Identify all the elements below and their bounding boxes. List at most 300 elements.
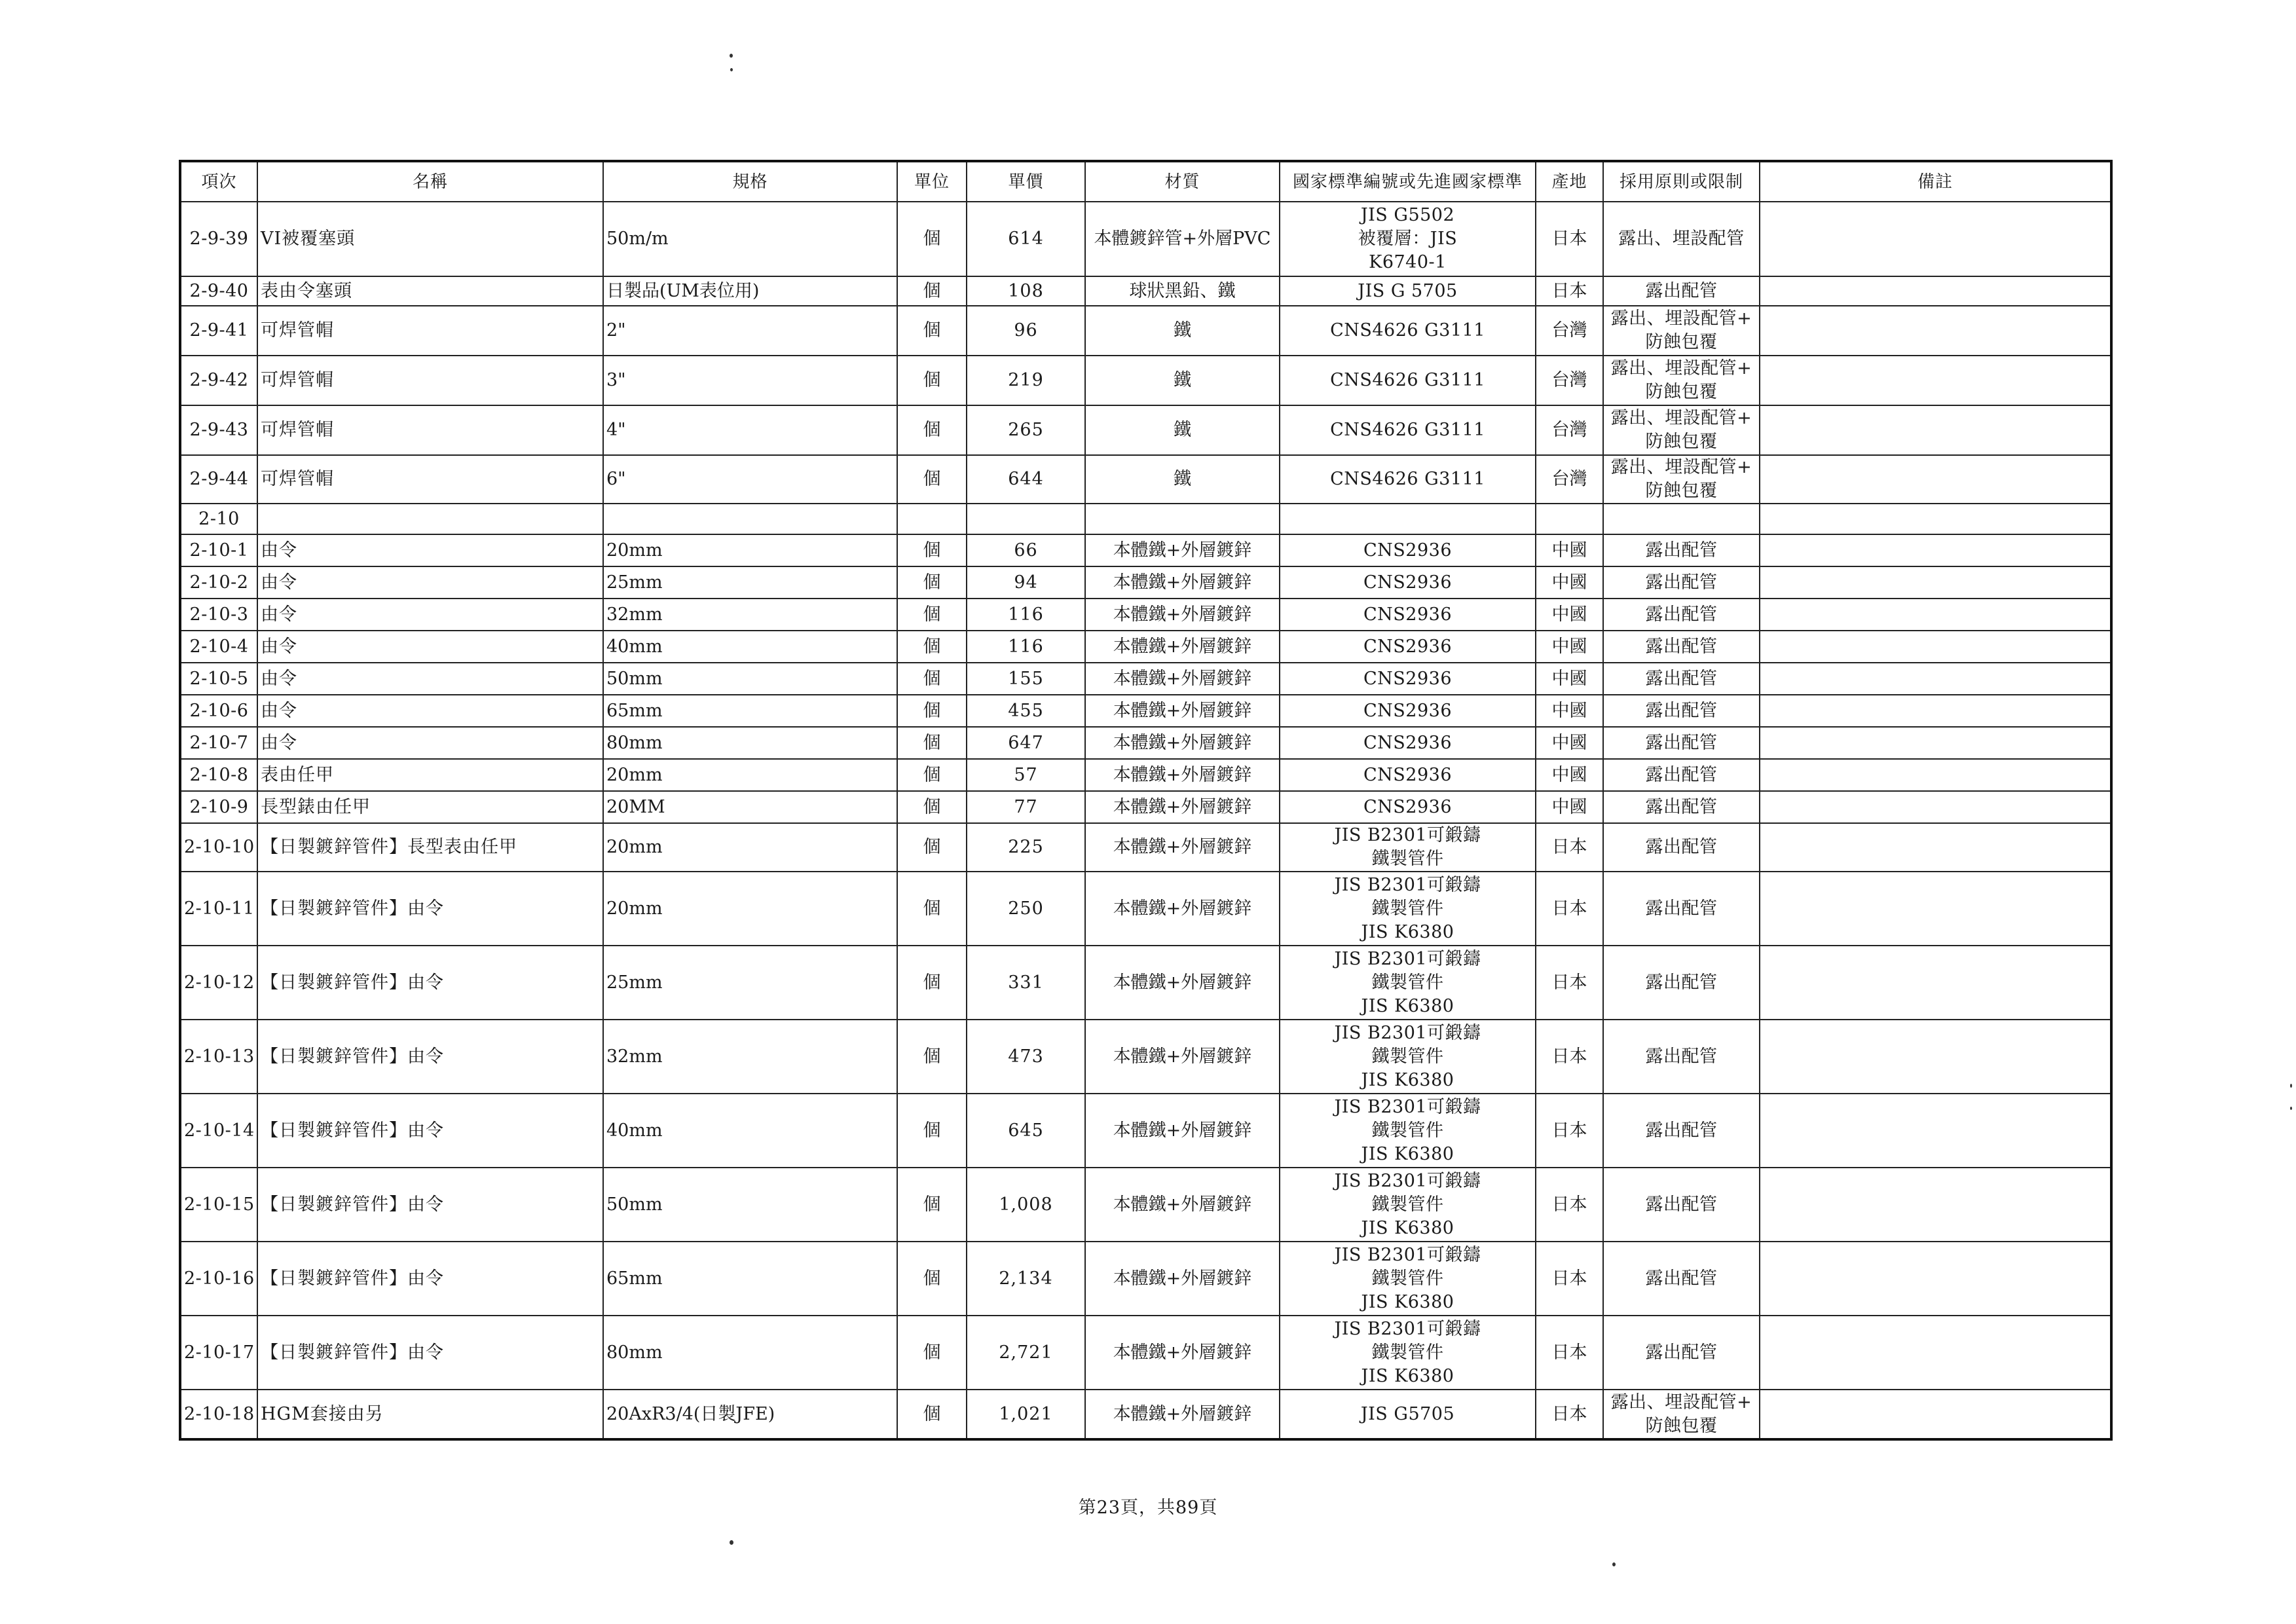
standard-line: JIS G5705: [1360, 1403, 1455, 1424]
cell-origin: 日本: [1536, 1020, 1603, 1094]
cell-no: 2-9-44: [180, 455, 257, 504]
cell-remark: [1760, 504, 2111, 534]
principle-line: 露出、埋設配管+: [1610, 1392, 1752, 1412]
cell-price: 155: [967, 663, 1085, 695]
cell-remark: [1760, 759, 2111, 791]
cell-price: 455: [967, 695, 1085, 727]
cell-name: 由令: [257, 727, 603, 759]
cell-standard: [1280, 405, 1536, 455]
cell-price: [967, 504, 1085, 534]
table-row: [180, 823, 2111, 872]
standard-line: JIS K6380: [1361, 1291, 1454, 1312]
cell-principle: [1603, 823, 1760, 872]
cell-no: 2-10-11: [180, 872, 257, 946]
cell-price: 66: [967, 534, 1085, 566]
principle-line: 露出配管: [1645, 972, 1718, 993]
cell-name: 由令: [257, 663, 603, 695]
standard-line: JIS K6380: [1361, 1143, 1454, 1164]
cell-no: 2-9-39: [180, 202, 257, 276]
cell-price: 219: [967, 356, 1085, 405]
cell-principle: [1603, 504, 1760, 534]
principle-line: 露出配管: [1645, 898, 1718, 919]
cell-principle: [1603, 306, 1760, 356]
cell-no: 2-10-15: [180, 1168, 257, 1242]
cell-standard: [1280, 306, 1536, 356]
cell-principle: [1603, 872, 1760, 946]
table-row: [180, 1020, 2111, 1094]
standard-line: 鐵製管件: [1371, 1120, 1444, 1141]
principle-line: 露出、埋設配管+: [1610, 308, 1752, 329]
cell-unit: 個: [897, 663, 967, 695]
cell-spec: 50m/m: [603, 202, 897, 276]
header-material: 材質: [1085, 161, 1280, 202]
cell-remark: [1760, 356, 2111, 405]
cell-no: 2-10-3: [180, 599, 257, 631]
cell-unit: 個: [897, 695, 967, 727]
cell-spec: 25mm: [603, 946, 897, 1020]
cell-remark: [1760, 599, 2111, 631]
cell-name: 由令: [257, 599, 603, 631]
cell-remark: [1760, 791, 2111, 823]
cell-name: 【日製鍍鋅管件】長型表由任甲: [257, 823, 603, 872]
price-table: [179, 160, 2113, 1441]
cell-origin: 台灣: [1536, 356, 1603, 405]
cell-name: 可焊管帽: [257, 306, 603, 356]
cell-remark: [1760, 727, 2111, 759]
cell-spec: 40mm: [603, 631, 897, 663]
cell-principle: [1603, 276, 1760, 306]
cell-origin: 日本: [1536, 1168, 1603, 1242]
cell-standard: [1280, 599, 1536, 631]
cell-price: 116: [967, 599, 1085, 631]
cell-origin: 日本: [1536, 1390, 1603, 1439]
cell-no: 2-9-41: [180, 306, 257, 356]
table-row: [180, 1390, 2111, 1439]
cell-material: 本體鐵+外層鍍鋅: [1085, 663, 1280, 695]
standard-line: JIS K6380: [1361, 1217, 1454, 1238]
cell-remark: [1760, 1316, 2111, 1390]
principle-line: 露出配管: [1645, 796, 1718, 817]
cell-spec: 20mm: [603, 823, 897, 872]
cell-standard: [1280, 504, 1536, 534]
cell-name: 長型錶由任甲: [257, 791, 603, 823]
cell-material: 本體鐵+外層鍍鋅: [1085, 791, 1280, 823]
cell-origin: [1536, 504, 1603, 534]
cell-spec: 32mm: [603, 1020, 897, 1094]
cell-remark: [1760, 534, 2111, 566]
cell-no: 2-10-4: [180, 631, 257, 663]
cell-no: 2-9-43: [180, 405, 257, 455]
table-row: [180, 1316, 2111, 1390]
principle-line: 露出配管: [1645, 1268, 1718, 1289]
cell-spec: 6": [603, 455, 897, 504]
cell-unit: 個: [897, 1020, 967, 1094]
cell-spec: 20mm: [603, 872, 897, 946]
cell-origin: 日本: [1536, 823, 1603, 872]
standard-line: JIS K6380: [1361, 995, 1454, 1016]
page-number: 第23頁，共89頁: [1078, 1498, 1218, 1518]
cell-origin: 中國: [1536, 695, 1603, 727]
header-spec: 規格: [603, 161, 897, 202]
cell-origin: 日本: [1536, 202, 1603, 276]
cell-no: 2-10-1: [180, 534, 257, 566]
cell-origin: 日本: [1536, 872, 1603, 946]
standard-line: CNS2936: [1363, 604, 1452, 625]
principle-line: 露出配管: [1645, 540, 1718, 561]
cell-standard: [1280, 455, 1536, 504]
cell-principle: [1603, 599, 1760, 631]
cell-name: 【日製鍍鋅管件】由令: [257, 1316, 603, 1390]
cell-no: 2-10-10: [180, 823, 257, 872]
cell-unit: 個: [897, 1390, 967, 1439]
cell-price: 108: [967, 276, 1085, 306]
table-row: [180, 405, 2111, 455]
cell-standard: [1280, 356, 1536, 405]
table-row: [180, 1094, 2111, 1168]
cell-name: 由令: [257, 566, 603, 599]
cell-origin: 日本: [1536, 1242, 1603, 1316]
cell-remark: [1760, 1020, 2111, 1094]
cell-origin: 中國: [1536, 631, 1603, 663]
principle-line: 露出、埋設配管+: [1610, 358, 1752, 378]
table-row: [180, 534, 2111, 566]
cell-material: 本體鐵+外層鍍鋅: [1085, 599, 1280, 631]
cell-spec: 20MM: [603, 791, 897, 823]
standard-line: JIS K6380: [1361, 1069, 1454, 1090]
cell-remark: [1760, 631, 2111, 663]
cell-principle: [1603, 727, 1760, 759]
cell-no: 2-10-12: [180, 946, 257, 1020]
standard-line: 鐵製管件: [1371, 898, 1444, 919]
cell-no: 2-10-2: [180, 566, 257, 599]
scan-speck: [730, 1540, 733, 1545]
cell-origin: 日本: [1536, 1316, 1603, 1390]
principle-line: 露出、埋設配管: [1618, 229, 1745, 249]
table-row: [180, 356, 2111, 405]
principle-line: 露出配管: [1645, 1194, 1718, 1215]
cell-price: 614: [967, 202, 1085, 276]
cell-name: 【日製鍍鋅管件】由令: [257, 872, 603, 946]
cell-principle: [1603, 759, 1760, 791]
cell-material: 鐵: [1085, 405, 1280, 455]
cell-principle: [1603, 1242, 1760, 1316]
standard-line: CNS2936: [1363, 796, 1452, 817]
cell-principle: [1603, 946, 1760, 1020]
cell-origin: 中國: [1536, 663, 1603, 695]
cell-name: VI被覆塞頭: [257, 202, 603, 276]
header-standard: 國家標準編號或先進國家標準: [1280, 161, 1536, 202]
cell-principle: [1603, 1094, 1760, 1168]
scan-speck: [1612, 1562, 1616, 1566]
header-principle: 採用原則或限制: [1603, 161, 1760, 202]
cell-unit: 個: [897, 1168, 967, 1242]
cell-material: 本體鐵+外層鍍鋅: [1085, 1390, 1280, 1439]
principle-line: 露出配管: [1645, 732, 1718, 753]
cell-unit: 個: [897, 759, 967, 791]
standard-line: CNS4626 G3111: [1330, 370, 1485, 390]
cell-origin: 中國: [1536, 599, 1603, 631]
cell-remark: [1760, 946, 2111, 1020]
principle-line: 露出、埋設配管+: [1610, 457, 1752, 477]
scan-speck: [2290, 1084, 2292, 1088]
cell-price: 94: [967, 566, 1085, 599]
cell-name: 【日製鍍鋅管件】由令: [257, 946, 603, 1020]
standard-line: JIS B2301可鍛鑄: [1334, 948, 1481, 969]
cell-price: 2,721: [967, 1316, 1085, 1390]
cell-unit: 個: [897, 727, 967, 759]
standard-line: 鐵製管件: [1371, 1194, 1444, 1215]
cell-no: 2-10-14: [180, 1094, 257, 1168]
cell-principle: [1603, 663, 1760, 695]
standard-line: CNS4626 G3111: [1330, 320, 1485, 341]
cell-price: 225: [967, 823, 1085, 872]
cell-spec: 20AxR3/4(日製JFE): [603, 1390, 897, 1439]
cell-no: 2-10-16: [180, 1242, 257, 1316]
cell-no: 2-10-13: [180, 1020, 257, 1094]
scan-speck: [730, 68, 733, 71]
cell-remark: [1760, 695, 2111, 727]
cell-name: 表由任甲: [257, 759, 603, 791]
cell-material: 本體鐵+外層鍍鋅: [1085, 759, 1280, 791]
cell-remark: [1760, 566, 2111, 599]
cell-standard: [1280, 791, 1536, 823]
principle-line: 露出配管: [1645, 700, 1718, 721]
principle-line: 露出配管: [1645, 1342, 1718, 1363]
cell-unit: 個: [897, 455, 967, 504]
cell-remark: [1760, 276, 2111, 306]
cell-unit: 個: [897, 566, 967, 599]
cell-unit: 個: [897, 1316, 967, 1390]
principle-line: 防蝕包覆: [1645, 481, 1718, 501]
cell-standard: [1280, 276, 1536, 306]
header-remark: 備註: [1760, 161, 2111, 202]
table-row: [180, 946, 2111, 1020]
cell-material: 本體鐵+外層鍍鋅: [1085, 566, 1280, 599]
cell-spec: 40mm: [603, 1094, 897, 1168]
cell-name: 可焊管帽: [257, 455, 603, 504]
cell-spec: 2": [603, 306, 897, 356]
cell-price: 644: [967, 455, 1085, 504]
standard-line: CNS2936: [1363, 700, 1452, 721]
cell-remark: [1760, 306, 2111, 356]
cell-no: 2-9-42: [180, 356, 257, 405]
cell-standard: [1280, 631, 1536, 663]
cell-name: 【日製鍍鋅管件】由令: [257, 1242, 603, 1316]
cell-unit: 個: [897, 872, 967, 946]
cell-origin: 台灣: [1536, 306, 1603, 356]
principle-line: 露出配管: [1645, 604, 1718, 625]
cell-no: 2-10-6: [180, 695, 257, 727]
cell-spec: 80mm: [603, 727, 897, 759]
table-row: [180, 504, 2111, 534]
cell-spec: 65mm: [603, 695, 897, 727]
standard-line: JIS B2301可鍛鑄: [1334, 1096, 1481, 1117]
principle-line: 露出配管: [1645, 572, 1718, 593]
cell-standard: [1280, 534, 1536, 566]
cell-price: 645: [967, 1094, 1085, 1168]
cell-no: 2-10-17: [180, 1316, 257, 1390]
cell-standard: [1280, 1242, 1536, 1316]
standard-line: CNS2936: [1363, 764, 1452, 785]
cell-origin: 中國: [1536, 759, 1603, 791]
cell-unit: 個: [897, 599, 967, 631]
cell-principle: [1603, 1390, 1760, 1439]
cell-origin: 中國: [1536, 566, 1603, 599]
cell-no: 2-10-18: [180, 1390, 257, 1439]
table-body: [180, 202, 2111, 1439]
cell-price: 1,021: [967, 1390, 1085, 1439]
cell-material: 鐵: [1085, 356, 1280, 405]
cell-name: 由令: [257, 631, 603, 663]
cell-standard: [1280, 1168, 1536, 1242]
cell-remark: [1760, 1168, 2111, 1242]
standard-line: JIS B2301可鍛鑄: [1334, 1022, 1481, 1043]
standard-line: JIS G5502: [1360, 205, 1455, 225]
cell-unit: 個: [897, 405, 967, 455]
cell-standard: [1280, 1316, 1536, 1390]
cell-principle: [1603, 1316, 1760, 1390]
cell-principle: [1603, 405, 1760, 455]
cell-material: 本體鐵+外層鍍鋅: [1085, 1020, 1280, 1094]
cell-standard: [1280, 759, 1536, 791]
cell-standard: [1280, 727, 1536, 759]
cell-price: 250: [967, 872, 1085, 946]
cell-principle: [1603, 455, 1760, 504]
cell-standard: [1280, 663, 1536, 695]
cell-price: 1,008: [967, 1168, 1085, 1242]
cell-remark: [1760, 872, 2111, 946]
cell-price: 265: [967, 405, 1085, 455]
standard-line: JIS B2301可鍛鑄: [1334, 1318, 1481, 1339]
cell-name: 可焊管帽: [257, 405, 603, 455]
cell-principle: [1603, 791, 1760, 823]
cell-material: 本體鐵+外層鍍鋅: [1085, 1316, 1280, 1390]
cell-material: 本體鍍鋅管+外層PVC: [1085, 202, 1280, 276]
scan-speck: [730, 54, 733, 58]
header-item-no: 項次: [180, 161, 257, 202]
cell-material: 球狀黑鉛、鐵: [1085, 276, 1280, 306]
cell-name: 表由令塞頭: [257, 276, 603, 306]
cell-material: 本體鐵+外層鍍鋅: [1085, 946, 1280, 1020]
cell-unit: 個: [897, 356, 967, 405]
standard-line: JIS B2301可鍛鑄: [1334, 825, 1481, 845]
principle-line: 防蝕包覆: [1645, 1415, 1718, 1436]
cell-standard: [1280, 202, 1536, 276]
table-row: [180, 791, 2111, 823]
cell-price: 96: [967, 306, 1085, 356]
cell-material: 鐵: [1085, 306, 1280, 356]
cell-no: 2-10-9: [180, 791, 257, 823]
principle-line: 防蝕包覆: [1645, 432, 1718, 452]
table-row: [180, 599, 2111, 631]
cell-unit: 個: [897, 631, 967, 663]
cell-no: 2-9-40: [180, 276, 257, 306]
cell-unit: 個: [897, 1242, 967, 1316]
cell-name: [257, 504, 603, 534]
cell-unit: 個: [897, 823, 967, 872]
principle-line: 防蝕包覆: [1645, 382, 1718, 402]
standard-line: CNS2936: [1363, 636, 1452, 657]
cell-material: 本體鐵+外層鍍鋅: [1085, 534, 1280, 566]
header-origin: 產地: [1536, 161, 1603, 202]
cell-origin: 中國: [1536, 534, 1603, 566]
principle-line: 露出配管: [1645, 1120, 1718, 1141]
cell-no: 2-10: [180, 504, 257, 534]
standard-line: 鐵製管件: [1371, 1046, 1444, 1067]
cell-standard: [1280, 695, 1536, 727]
cell-principle: [1603, 534, 1760, 566]
cell-spec: 日製品(UM表位用): [603, 276, 897, 306]
standard-line: CNS2936: [1363, 732, 1452, 753]
principle-line: 露出配管: [1645, 668, 1718, 689]
cell-spec: 50mm: [603, 663, 897, 695]
cell-principle: [1603, 202, 1760, 276]
table-row: [180, 1242, 2111, 1316]
cell-principle: [1603, 1020, 1760, 1094]
standard-line: CNS2936: [1363, 540, 1452, 561]
standard-line: CNS4626 G3111: [1330, 420, 1485, 440]
cell-standard: [1280, 1020, 1536, 1094]
standard-line: 被覆層：JIS: [1358, 229, 1458, 249]
standard-line: CNS2936: [1363, 668, 1452, 689]
cell-spec: 32mm: [603, 599, 897, 631]
cell-name: 【日製鍍鋅管件】由令: [257, 1094, 603, 1168]
cell-unit: 個: [897, 276, 967, 306]
cell-material: [1085, 504, 1280, 534]
cell-remark: [1760, 405, 2111, 455]
cell-principle: [1603, 566, 1760, 599]
cell-spec: 20mm: [603, 534, 897, 566]
standard-line: 鐵製管件: [1371, 1268, 1444, 1289]
table-row: [180, 663, 2111, 695]
principle-line: 露出配管: [1645, 837, 1718, 857]
table-row: [180, 872, 2111, 946]
header-price: 單價: [967, 161, 1085, 202]
cell-origin: 台灣: [1536, 455, 1603, 504]
cell-spec: 80mm: [603, 1316, 897, 1390]
cell-unit: [897, 504, 967, 534]
cell-name: 【日製鍍鋅管件】由令: [257, 1168, 603, 1242]
cell-no: 2-10-5: [180, 663, 257, 695]
cell-remark: [1760, 455, 2111, 504]
cell-material: 本體鐵+外層鍍鋅: [1085, 695, 1280, 727]
cell-spec: 50mm: [603, 1168, 897, 1242]
cell-origin: 中國: [1536, 791, 1603, 823]
cell-no: 2-10-7: [180, 727, 257, 759]
standard-line: JIS B2301可鍛鑄: [1334, 1244, 1481, 1265]
cell-standard: [1280, 1390, 1536, 1439]
cell-unit: 個: [897, 534, 967, 566]
cell-material: 鐵: [1085, 455, 1280, 504]
cell-spec: 3": [603, 356, 897, 405]
standard-line: JIS B2301可鍛鑄: [1334, 874, 1481, 895]
cell-name: 可焊管帽: [257, 356, 603, 405]
cell-unit: 個: [897, 306, 967, 356]
cell-unit: 個: [897, 946, 967, 1020]
cell-remark: [1760, 1242, 2111, 1316]
standard-line: 鐵製管件: [1371, 849, 1444, 869]
cell-origin: 日本: [1536, 946, 1603, 1020]
cell-standard: [1280, 1094, 1536, 1168]
cell-unit: 個: [897, 1094, 967, 1168]
cell-name: 由令: [257, 695, 603, 727]
cell-standard: [1280, 872, 1536, 946]
cell-origin: 日本: [1536, 276, 1603, 306]
cell-principle: [1603, 356, 1760, 405]
cell-principle: [1603, 631, 1760, 663]
table-row: [180, 695, 2111, 727]
cell-material: 本體鐵+外層鍍鋅: [1085, 631, 1280, 663]
